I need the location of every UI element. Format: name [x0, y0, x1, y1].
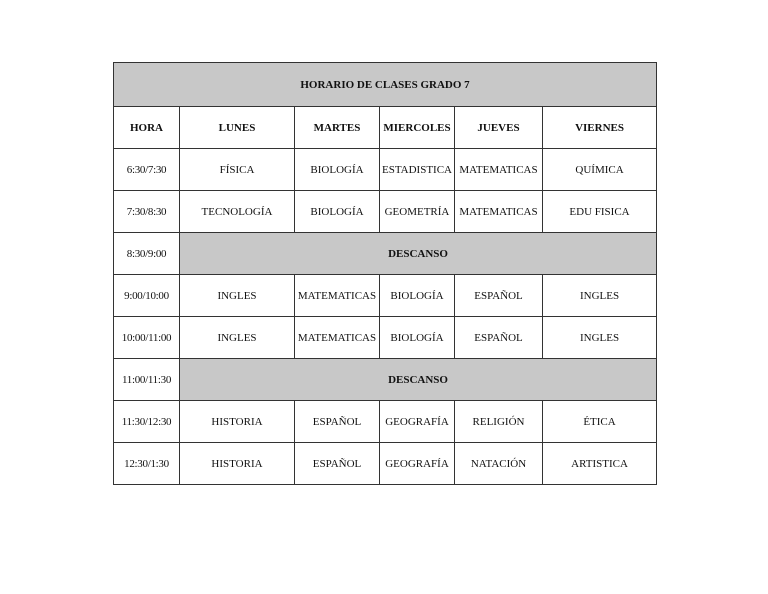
subject-cell: INGLES [180, 275, 295, 317]
subject-cell: BIOLOGÍA [295, 149, 380, 191]
table-row [114, 149, 657, 191]
subject-cell: QUÍMICA [543, 149, 657, 191]
subject-cell: EDU FISICA [543, 191, 657, 233]
break-row [114, 233, 657, 275]
time-cell: 11:00/11:30 [114, 359, 180, 401]
subject-cell: ARTISTICA [543, 443, 657, 485]
break-row [114, 359, 657, 401]
table-row [114, 317, 657, 359]
table-row [114, 401, 657, 443]
time-cell: 11:30/12:30 [114, 401, 180, 443]
header-jueves: JUEVES [455, 107, 543, 149]
subject-cell: MATEMATICAS [455, 191, 543, 233]
title-row [114, 63, 657, 107]
subject-cell: TECNOLOGÍA [180, 191, 295, 233]
time-cell: 7:30/8:30 [114, 191, 180, 233]
time-cell: 8:30/9:00 [114, 233, 180, 275]
subject-cell: GEOMETRÍA [380, 191, 455, 233]
subject-cell: FÍSICA [180, 149, 295, 191]
subject-cell: NATACIÓN [455, 443, 543, 485]
subject-cell: GEOGRAFÍA [380, 401, 455, 443]
time-cell: 6:30/7:30 [114, 149, 180, 191]
subject-cell: INGLES [180, 317, 295, 359]
header-row [114, 107, 657, 149]
subject-cell: BIOLOGÍA [380, 275, 455, 317]
subject-cell: HISTORIA [180, 401, 295, 443]
table-row [114, 275, 657, 317]
subject-cell: ESPAÑOL [455, 317, 543, 359]
subject-cell: ESPAÑOL [455, 275, 543, 317]
subject-cell: INGLES [543, 275, 657, 317]
subject-cell: ESPAÑOL [295, 443, 380, 485]
subject-cell: INGLES [543, 317, 657, 359]
time-cell: 10:00/11:00 [114, 317, 180, 359]
header-miercoles: MIERCOLES [380, 107, 455, 149]
subject-cell: MATEMATICAS [295, 317, 380, 359]
break-cell: DESCANSO [180, 233, 657, 275]
subject-cell: HISTORIA [180, 443, 295, 485]
subject-cell: ESTADISTICA [380, 149, 455, 191]
time-cell: 9:00/10:00 [114, 275, 180, 317]
header-martes: MARTES [295, 107, 380, 149]
schedule-body [114, 63, 657, 485]
subject-cell: ÉTICA [543, 401, 657, 443]
break-cell: DESCANSO [180, 359, 657, 401]
subject-cell: ESPAÑOL [295, 401, 380, 443]
table-row [114, 443, 657, 485]
class-schedule-table [113, 62, 657, 485]
schedule-title: HORARIO DE CLASES GRADO 7 [114, 63, 657, 107]
table-row [114, 191, 657, 233]
subject-cell: RELIGIÓN [455, 401, 543, 443]
header-hora: HORA [114, 107, 180, 149]
subject-cell: MATEMATICAS [295, 275, 380, 317]
subject-cell: MATEMATICAS [455, 149, 543, 191]
time-cell: 12:30/1:30 [114, 443, 180, 485]
header-lunes: LUNES [180, 107, 295, 149]
header-viernes: VIERNES [543, 107, 657, 149]
subject-cell: BIOLOGÍA [380, 317, 455, 359]
subject-cell: BIOLOGÍA [295, 191, 380, 233]
subject-cell: GEOGRAFÍA [380, 443, 455, 485]
